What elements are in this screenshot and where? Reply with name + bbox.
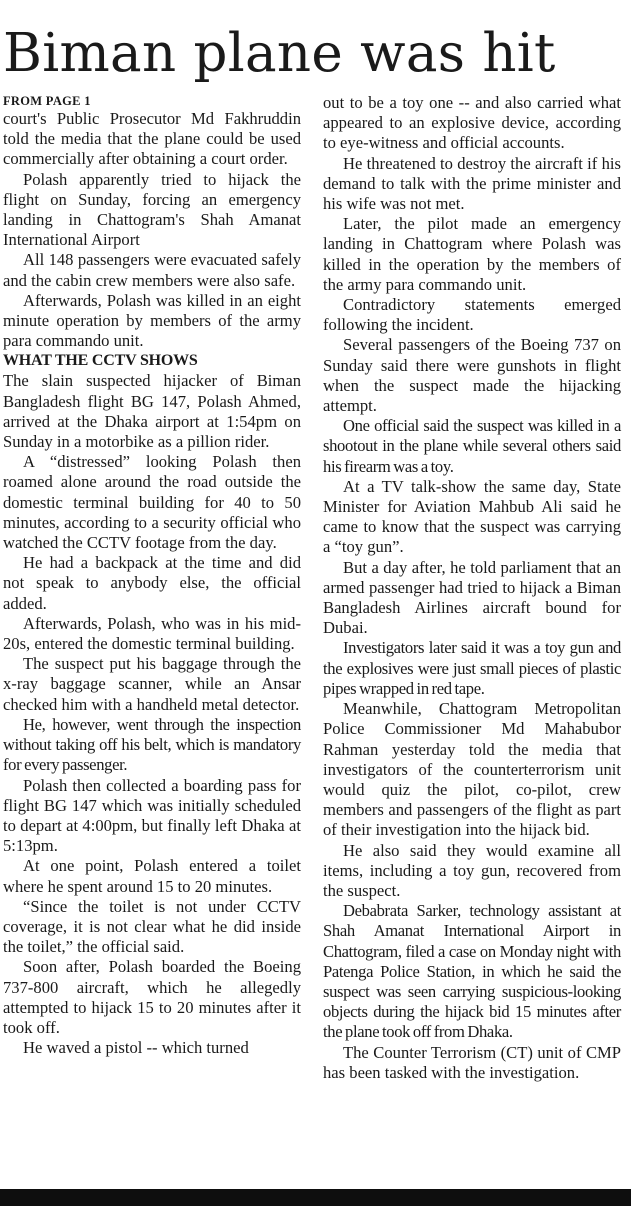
paragraph: The suspect put his baggage through the x-ray baggage scanner, while an Ansar checked him with a handheld metal detector. xyxy=(3,654,301,714)
paragraph: Debabrata Sarker, technology assistant at Shah Amanat International Airport in Chattogram, filed a case on Monday night with Patenga Police Station, in which he said the suspect was seen carrying suspicious-looking objects during the hijack bid 15 minutes after the plane took off from Dhaka. xyxy=(323,901,621,1042)
paragraph: But a day after, he told parliament that an armed passenger had tried to hijack a Biman Bangladesh Airlines aircraft bound for Dubai. xyxy=(323,557,621,638)
paragraph: He had a backpack at the time and did not speak to anybody else, the official added. xyxy=(3,553,301,613)
paragraph: He also said they would examine all items, including a toy gun, recovered from the suspect. xyxy=(323,840,621,900)
paragraph: All 148 passengers were evacuated safely and the cabin crew members were also safe. xyxy=(3,250,301,290)
article-column-right xyxy=(323,93,621,1083)
paragraph: A “distressed” looking Polash then roamed alone around the road outside the domestic terminal building for 40 to 50 minutes, according to a security official who watched the CCTV footage from the day. xyxy=(3,452,301,553)
paragraph: Afterwards, Polash, who was in his mid-20s, entered the domestic terminal building. xyxy=(3,613,301,654)
paragraph: “Since the toilet is not under CCTV coverage, it is not clear what he did inside the toilet,” the official said. xyxy=(3,896,301,957)
paragraph: Investigators later said it was a toy gun and the explosives were just small pieces of plastic pipes wrapped in red tape. xyxy=(323,638,621,698)
paragraph: Afterwards, Polash was killed in an eight minute operation by members of the army para commando unit. xyxy=(3,290,301,351)
page-jump-kicker: FROM PAGE 1 xyxy=(3,94,91,108)
paragraph: At a TV talk-show the same day, State Minister for Aviation Mahbub Ali said he came to know that the suspect was carrying a “toy gun”. xyxy=(323,476,621,557)
section-subhead: WHAT THE CCTV SHOWS xyxy=(3,352,198,370)
page-bottom-bar xyxy=(0,1189,631,1206)
article-column-left xyxy=(3,93,301,1058)
paragraph: Meanwhile, Chattogram Metropolitan Police Commissioner Md Mahabubor Rahman yesterday told the media that investigators of the counterterrorism unit would quiz the pilot, co-pilot, crew members and passengers of the flight as part of their investigation into the hijack bid. xyxy=(323,699,621,840)
paragraph: One official said the suspect was killed in a shootout in the plane while several others said his firearm was a toy. xyxy=(323,416,621,476)
paragraph: court's Public Prosecutor Md Fakhruddin told the media that the plane could be used commercially after obtaining a court order. xyxy=(3,109,301,169)
paragraph: Later, the pilot made an emergency landing in Chattogram where Polash was killed in the operation by the members of the army para commando unit. xyxy=(323,214,621,294)
paragraph: Contradictory statements emerged following the incident. xyxy=(323,295,621,335)
paragraph: Polash then collected a boarding pass for flight BG 147 which was initially scheduled to depart at 4:00pm, but finally left Dhaka at 5:13pm. xyxy=(3,775,301,856)
paragraph: The Counter Terrorism (CT) unit of CMP has been tasked with the investigation. xyxy=(323,1042,621,1082)
paragraph: The slain suspected hijacker of Biman Bangladesh flight BG 147, Polash Ahmed, arrived at the Dhaka airport at 1:54pm on Sunday in a motorbike as a pillion rider. xyxy=(3,371,301,452)
paragraph: out to be a toy one -- and also carried what appeared to an explosive device, according to eye-witness and official accounts. xyxy=(323,93,621,153)
paragraph: He waved a pistol -- which turned xyxy=(23,1038,249,1058)
paragraph: At one point, Polash entered a toilet where he spent around 15 to 20 minutes. xyxy=(3,856,301,896)
headline: Biman plane was hit xyxy=(3,23,556,84)
paragraph: Polash apparently tried to hijack the flight on Sunday, forcing an emergency landing in Chattogram's Shah Amanat International Airport xyxy=(3,169,301,250)
paragraph: He, however, went through the inspection without taking off his belt, which is mandatory for every passenger. xyxy=(3,714,301,775)
paragraph: He threatened to destroy the aircraft if his demand to talk with the prime minister and his wife was not met. xyxy=(323,153,621,214)
paragraph: Several passengers of the Boeing 737 on Sunday said there were gunshots in flight when the suspect made the hijacking attempt. xyxy=(323,335,621,416)
paragraph: Soon after, Polash boarded the Boeing 737-800 aircraft, which he allegedly attempted to hijack 15 to 20 minutes after it took off. xyxy=(3,957,301,1037)
